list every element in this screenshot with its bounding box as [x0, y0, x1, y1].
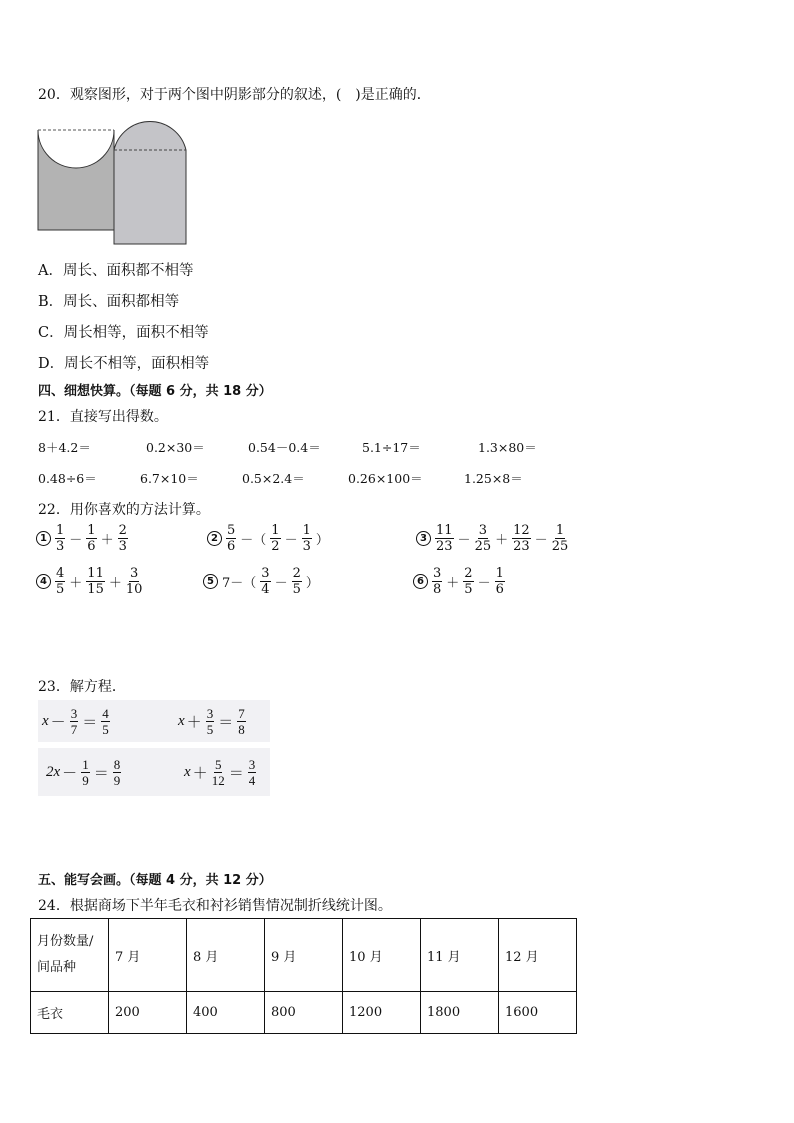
equation-d: x ＋ $\frac{5}{12}$ ＝ $\frac{3}{4}$: [184, 756, 256, 788]
table-cell: 1200: [343, 992, 421, 1034]
section-4-title: 四、细想快算。（每题 6 分，共 18 分）: [38, 384, 272, 399]
q22-expr-5: 5 7－（ $\frac{3}{4}$ － $\frac{2}{5}$ ）: [203, 567, 321, 596]
fraction: $\frac{11}{23}$: [436, 523, 453, 554]
q21-item: 0.54－0.4＝: [248, 440, 321, 455]
fraction: $\frac{2}{3}$: [118, 523, 127, 554]
q24-text: 24．根据商场下半年毛衣和衬衫销售情况制折线统计图。: [38, 898, 392, 914]
circled-number: 2: [207, 531, 222, 546]
q20-option-b: B．周长、面积都相等: [38, 294, 180, 310]
fraction: $\frac{3}{4}$: [261, 566, 270, 597]
q23-equations-row-2: [38, 748, 270, 796]
equation-b: x ＋ $\frac{3}{5}$ ＝ $\frac{7}{8}$: [178, 705, 245, 737]
q20-figure: [36, 112, 190, 248]
equation-a: x － $\frac{3}{7}$ ＝ $\frac{4}{5}$: [42, 705, 109, 737]
fraction: $\frac{3}{25}$: [474, 523, 492, 554]
fraction: $\frac{2}{5}$: [292, 566, 301, 597]
fraction: $\frac{5}{12}$: [211, 756, 225, 788]
month-header: 12 月: [499, 919, 577, 992]
table-corner-header: 月份数量/ 间品种: [31, 919, 109, 992]
fraction: $\frac{3}{8}$: [433, 566, 442, 597]
q20-option-c: C．周长相等，面积不相等: [38, 325, 209, 341]
q21-item: 5.1÷17＝: [362, 440, 421, 455]
q21-item: 8＋4.2＝: [38, 440, 91, 455]
fraction: $\frac{1}{3}$: [302, 523, 311, 554]
table-cell: 800: [265, 992, 343, 1034]
q22-expr-2: 2 $\frac{5}{6}$ －（ $\frac{1}{2}$ － $\frac{1}{3}$ ）: [207, 524, 331, 553]
circled-number: 6: [413, 574, 428, 589]
fraction: $\frac{3}{5}$: [206, 705, 214, 737]
q22-expr-1: 1 $\frac{1}{3}$ － $\frac{1}{6}$ ＋ $\frac{2}{3}$: [36, 524, 130, 553]
right-shaded-shape: [114, 122, 186, 244]
fraction: $\frac{3}{10}$: [125, 566, 143, 597]
fraction: $\frac{12}{23}$: [513, 523, 530, 554]
fraction: $\frac{8}{9}$: [113, 756, 121, 788]
q21-item: 0.26×100＝: [348, 471, 423, 486]
fraction: $\frac{1}{25}$: [551, 523, 569, 554]
month-header: 8 月: [187, 919, 265, 992]
fraction: $\frac{5}{6}$: [227, 523, 236, 554]
circled-number: 3: [416, 531, 431, 546]
row-label: 毛衣: [31, 992, 109, 1034]
q22-text: 22．用你喜欢的方法计算。: [38, 502, 210, 518]
table-cell: 1600: [499, 992, 577, 1034]
table-cell: 1800: [421, 992, 499, 1034]
fraction: $\frac{4}{5}$: [56, 566, 65, 597]
month-header: 11 月: [421, 919, 499, 992]
fraction: $\frac{1}{9}$: [82, 756, 89, 788]
q20-text: 20．观察图形，对于两个图中阴影部分的叙述，( )是正确的．: [38, 87, 431, 103]
fraction: $\frac{7}{8}$: [238, 705, 245, 737]
q20-option-d: D．周长不相等，面积相等: [38, 356, 210, 372]
table-row: [31, 992, 577, 1034]
q21-item: 0.48÷6＝: [38, 471, 97, 486]
q21-item: 0.5×2.4＝: [242, 471, 305, 486]
q21-text: 21．直接写出得数。: [38, 409, 168, 425]
fraction: $\frac{1}{3}$: [56, 523, 65, 554]
table-cell: 200: [109, 992, 187, 1034]
q23-text: 23．解方程．: [38, 679, 126, 695]
circled-number: 1: [36, 531, 51, 546]
month-header: 9 月: [265, 919, 343, 992]
month-header: 10 月: [343, 919, 421, 992]
fraction: $\frac{3}{7}$: [70, 705, 78, 737]
q21-item: 1.25×8＝: [464, 471, 523, 486]
left-shaded-shape: [38, 130, 114, 230]
fraction: $\frac{1}{2}$: [271, 523, 280, 554]
table-cell: 400: [187, 992, 265, 1034]
q21-item: 1.3×80＝: [478, 440, 537, 455]
fraction: $\frac{1}{6}$: [495, 566, 504, 597]
circled-number: 5: [203, 574, 218, 589]
equation-c: 2x － $\frac{1}{9}$ ＝ $\frac{8}{9}$: [46, 756, 121, 788]
q20-option-a: A．周长、面积都不相等: [38, 263, 194, 279]
fraction: $\frac{2}{5}$: [464, 566, 473, 597]
fraction: $\frac{4}{5}$: [102, 705, 109, 737]
section-5-title: 五、能写会画。（每题 4 分，共 12 分）: [38, 873, 272, 888]
q21-item: 0.2×30＝: [146, 440, 205, 455]
sales-table: [30, 918, 577, 1034]
fraction: $\frac{1}{6}$: [87, 523, 96, 554]
q22-expr-4: 4 $\frac{4}{5}$ ＋ $\frac{11}{15}$ ＋ $\frac{3}{10}$: [36, 567, 144, 596]
q22-expr-6: 6 $\frac{3}{8}$ ＋ $\frac{2}{5}$ － $\frac{1}{6}$: [413, 567, 507, 596]
fraction: $\frac{3}{4}$: [248, 756, 256, 788]
q21-item: 6.7×10＝: [140, 471, 199, 486]
q23-equations-row-1: [38, 700, 270, 742]
circled-number: 4: [36, 574, 51, 589]
q22-expr-3: 3 $\frac{11}{23}$ － $\frac{3}{25}$ ＋ $\frac{12}{23}$ － $\frac{1}{25}$: [416, 524, 570, 553]
fraction: $\frac{11}{15}$: [87, 566, 104, 597]
table-header-row: [31, 919, 577, 992]
month-header: 7 月: [109, 919, 187, 992]
